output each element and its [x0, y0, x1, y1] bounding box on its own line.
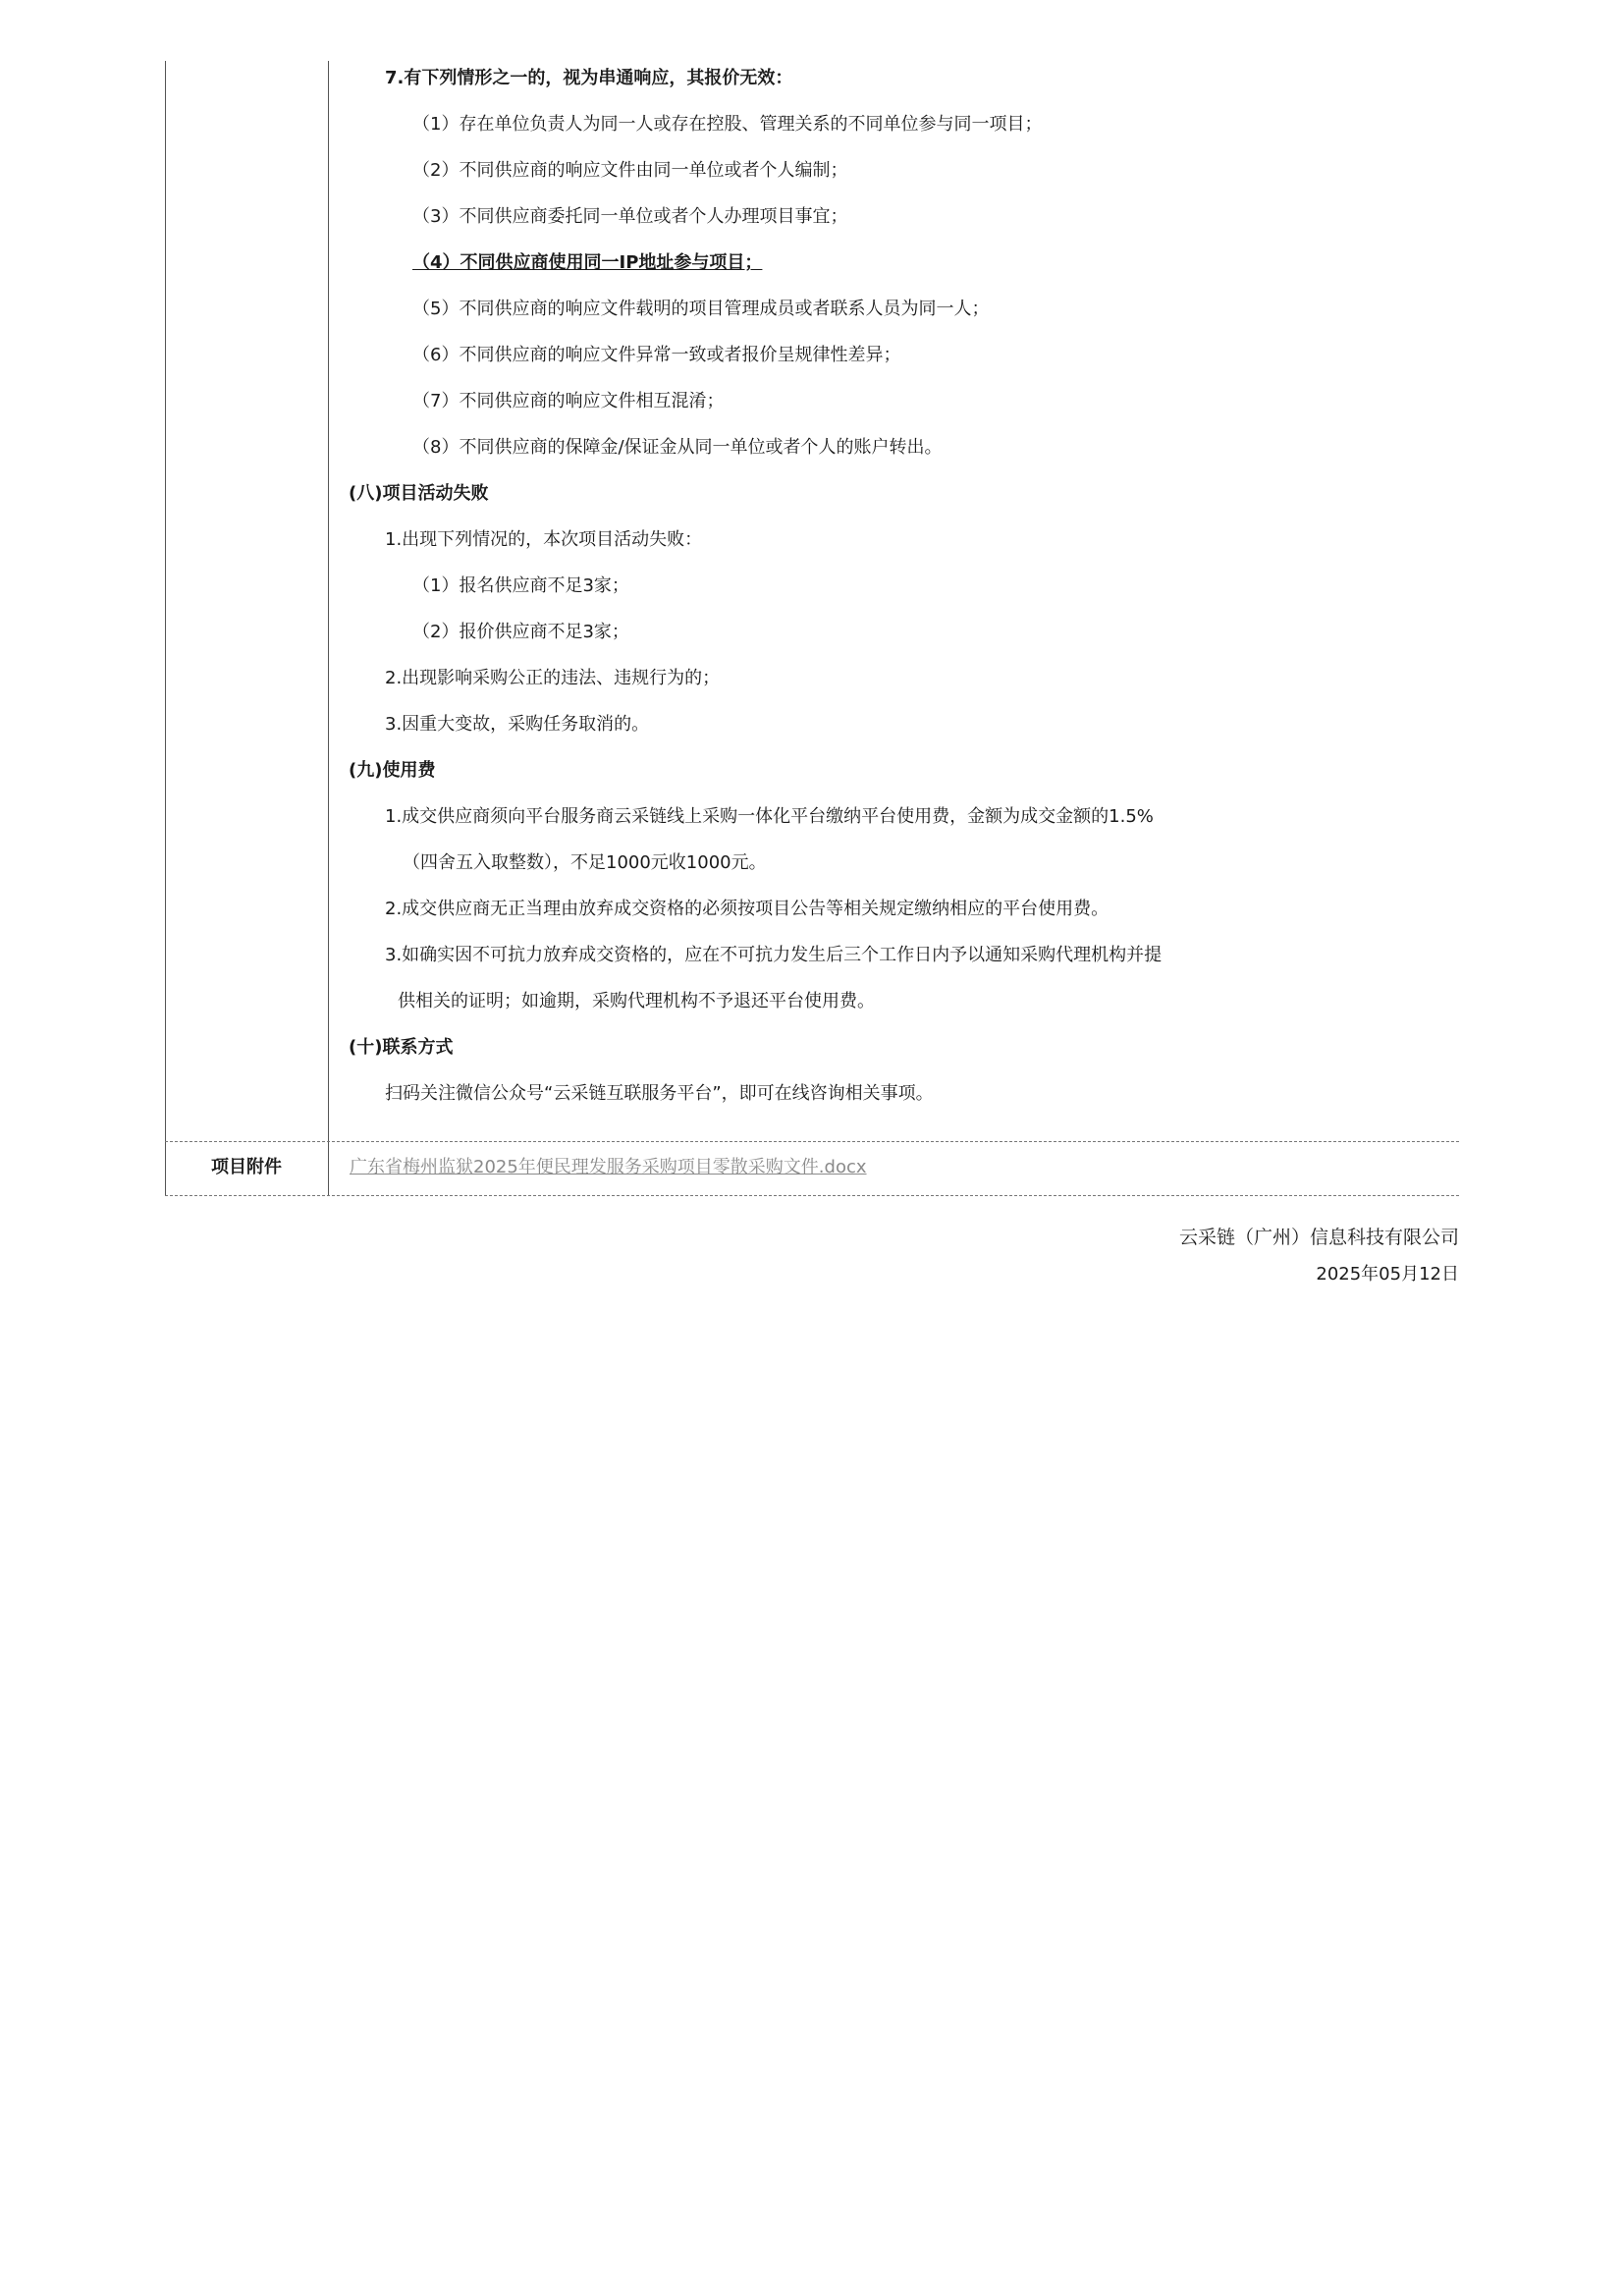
- content-line: 扫码关注微信公众号“云采链互联服务平台”，即可在线咨询相关事项。: [385, 1083, 934, 1104]
- content-line: （1）报名供应商不足3家；: [412, 575, 629, 596]
- content-line: 2.成交供应商无正当理由放弃成交资格的必须按项目公告等相关规定缴纳相应的平台使用费。: [385, 899, 1110, 919]
- content-line: 供相关的证明；如逾期，采购代理机构不予退还平台使用费。: [398, 991, 875, 1011]
- table-column-divider: [328, 61, 329, 1195]
- attachment-file-link[interactable]: 广东省梅州监狱2025年便民理发服务采购项目零散采购文件.docx: [350, 1157, 867, 1177]
- attachment-label: 项目附件: [211, 1157, 282, 1177]
- content-line: 1.成交供应商须向平台服务商云采链线上采购一体化平台缴纳平台使用费，金额为成交金额的1.5%: [385, 806, 1154, 827]
- issue-date: 2025年05月12日: [1316, 1264, 1459, 1285]
- company-name: 云采链（广州）信息科技有限公司: [1178, 1227, 1459, 1248]
- content-line: 1.出现下列情况的，本次项目活动失败：: [385, 529, 703, 550]
- content-line: 7.有下列情形之一的，视为串通响应，其报价无效：: [385, 68, 793, 88]
- content-line: 2.出现影响采购公正的违法、违规行为的；: [385, 668, 721, 688]
- content-line: (十)联系方式: [349, 1037, 454, 1058]
- content-line: （2）不同供应商的响应文件由同一单位或者个人编制；: [412, 160, 848, 181]
- content-line: （6）不同供应商的响应文件异常一致或者报价呈规律性差异；: [412, 345, 901, 365]
- content-line: （8）不同供应商的保障金/保证金从同一单位或者个人的账户转出。: [412, 437, 943, 458]
- content-line: （7）不同供应商的响应文件相互混淆；: [412, 391, 725, 411]
- content-line: （4）不同供应商使用同一IP地址参与项目；: [412, 252, 763, 273]
- table-bottom-border: [165, 1195, 1459, 1196]
- content-line: (八)项目活动失败: [349, 483, 489, 504]
- table-row-divider: [165, 1141, 1459, 1142]
- content-line: （3）不同供应商委托同一单位或者个人办理项目事宜；: [412, 206, 848, 227]
- content-line: （1）存在单位负责人为同一人或存在控股、管理关系的不同单位参与同一项目；: [412, 114, 1043, 135]
- content-line: （5）不同供应商的响应文件载明的项目管理成员或者联系人员为同一人；: [412, 299, 990, 319]
- content-line: 3.因重大变故，采购任务取消的。: [385, 714, 650, 735]
- table-left-border: [165, 61, 166, 1195]
- content-line: (九)使用费: [349, 760, 436, 781]
- content-line: （2）报价供应商不足3家；: [412, 622, 629, 642]
- content-line: 3.如确实因不可抗力放弃成交资格的，应在不可抗力发生后三个工作日内予以通知采购代理机构并提: [385, 945, 1163, 965]
- content-line: （四舍五入取整数），不足1000元收1000元。: [403, 852, 767, 873]
